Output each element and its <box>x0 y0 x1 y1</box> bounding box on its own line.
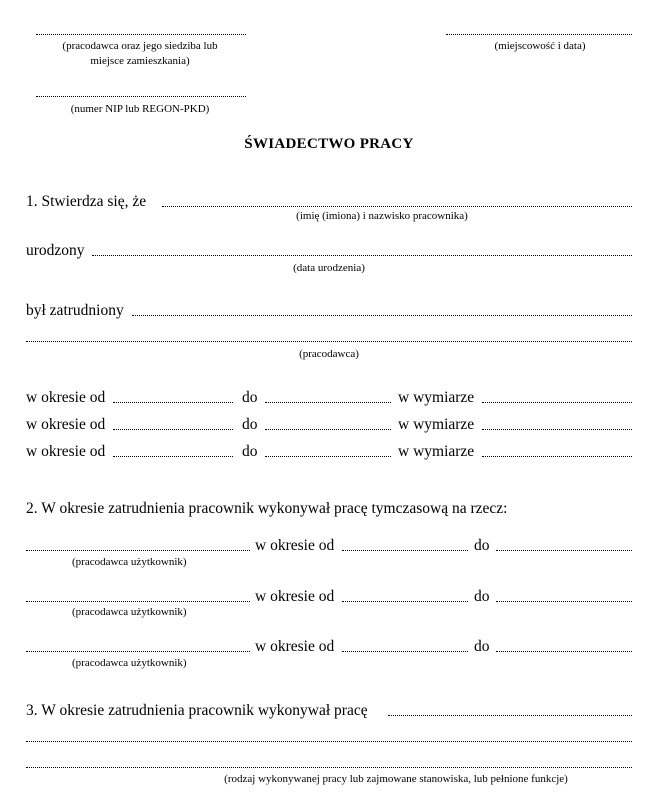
temp-row-3-to-field[interactable] <box>496 651 632 652</box>
temp-row-2-from-field[interactable] <box>342 601 468 602</box>
section3-intro: 3. W okresie zatrudnienia pracownik wykonywał pracę <box>26 702 368 719</box>
period-3-to-field[interactable] <box>265 456 391 457</box>
work-type-fill-line-2[interactable] <box>26 741 632 742</box>
document-title: ŚWIADECTWO PRACY <box>244 136 414 152</box>
temp-row-1-caption: (pracodawca użytkownik) <box>72 556 187 568</box>
birth-date-caption: (data urodzenia) <box>293 262 365 274</box>
temp-row-3-from-field[interactable] <box>342 651 468 652</box>
work-type-caption: (rodzaj wykonywanej pracy lub zajmowane stanowiska, lub pełnione funkcje) <box>224 773 568 785</box>
employed-fill-line-1[interactable] <box>132 315 632 316</box>
temp-row-1-from-label: w okresie od <box>255 537 335 554</box>
employer-caption: (pracodawca) <box>299 348 359 360</box>
temp-row-2-employer-field[interactable] <box>26 601 250 602</box>
period-3-from-field[interactable] <box>113 456 233 457</box>
temp-row-3-from-label: w okresie od <box>255 638 335 655</box>
nip-fill-line[interactable] <box>36 96 246 97</box>
period-1-from-field[interactable] <box>113 402 233 403</box>
employee-name-fill-line[interactable] <box>162 206 632 207</box>
place-date-caption: (miejscowość i data) <box>494 40 586 52</box>
period-1-extent-label: w wymiarze <box>398 389 475 406</box>
temp-row-2-to-field[interactable] <box>496 601 632 602</box>
temp-row-2-caption: (pracodawca użytkownik) <box>72 606 187 618</box>
place-date-fill-line[interactable] <box>446 34 632 35</box>
birth-date-fill-line[interactable] <box>92 255 632 256</box>
temp-row-1-to-label: do <box>474 537 490 554</box>
temp-row-1-to-field[interactable] <box>496 550 632 551</box>
temp-row-1-employer-field[interactable] <box>26 550 250 551</box>
temp-row-1-from-field[interactable] <box>342 550 468 551</box>
employed-fill-line-2[interactable] <box>26 341 632 342</box>
employee-name-caption: (imię (imiona) i nazwisko pracownika) <box>296 210 468 222</box>
temp-row-2-to-label: do <box>474 588 490 605</box>
period-2-extent-field[interactable] <box>482 429 632 430</box>
period-1-to-label: do <box>242 389 258 406</box>
period-3-extent-field[interactable] <box>482 456 632 457</box>
employer-fill-line[interactable] <box>36 34 246 35</box>
temp-row-3-to-label: do <box>474 638 490 655</box>
period-2-from-field[interactable] <box>113 429 233 430</box>
temp-row-3-caption: (pracodawca użytkownik) <box>72 657 187 669</box>
employer-caption-line1: (pracodawca oraz jego siedziba lub <box>62 40 218 52</box>
employer-caption-line2: miejsce zamieszkania) <box>90 55 190 67</box>
work-type-fill-line-3[interactable] <box>26 767 632 768</box>
period-3-from-label: w okresie od <box>26 443 106 460</box>
period-2-to-label: do <box>242 416 258 433</box>
section1-intro: 1. Stwierdza się, że <box>26 193 147 210</box>
employed-label: był zatrudniony <box>26 302 124 319</box>
work-type-fill-line-1[interactable] <box>388 715 632 716</box>
period-2-from-label: w okresie od <box>26 416 106 433</box>
temp-row-3-employer-field[interactable] <box>26 651 250 652</box>
period-3-extent-label: w wymiarze <box>398 443 475 460</box>
period-2-extent-label: w wymiarze <box>398 416 475 433</box>
period-3-to-label: do <box>242 443 258 460</box>
nip-caption: (numer NIP lub REGON-PKD) <box>70 103 210 115</box>
temp-row-2-from-label: w okresie od <box>255 588 335 605</box>
period-1-from-label: w okresie od <box>26 389 106 406</box>
period-2-to-field[interactable] <box>265 429 391 430</box>
period-1-to-field[interactable] <box>265 402 391 403</box>
born-label: urodzony <box>26 242 85 259</box>
period-1-extent-field[interactable] <box>482 402 632 403</box>
section2-intro: 2. W okresie zatrudnienia pracownik wykonywał pracę tymczasową na rzecz: <box>26 500 508 517</box>
